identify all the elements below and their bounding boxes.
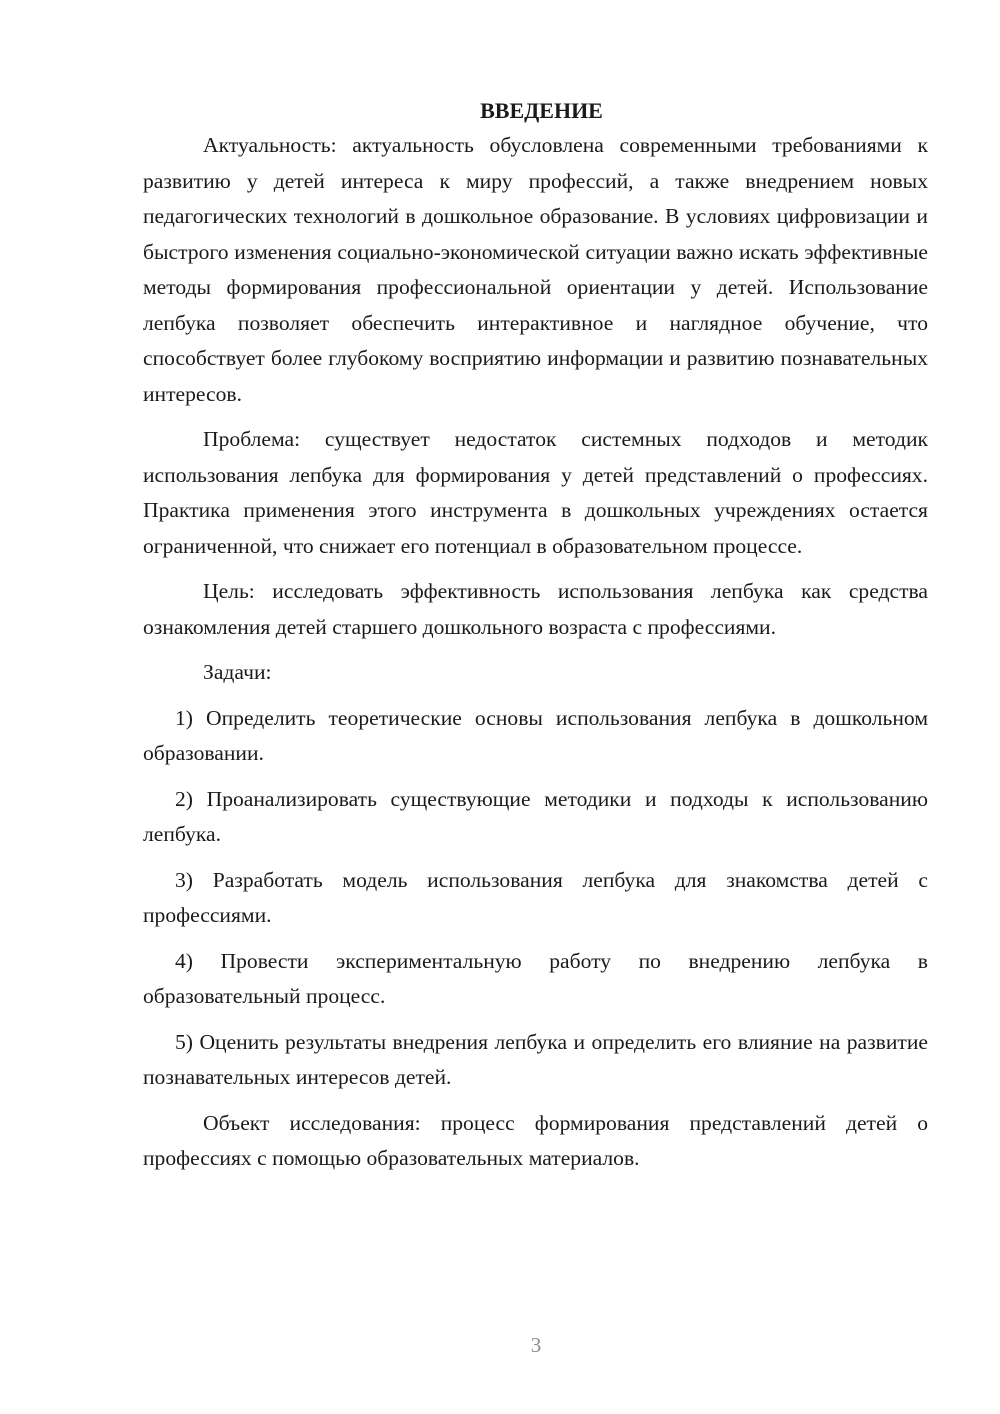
task-item-4: 4) Провести экспериментальную работу по внедрению лепбука в образовательный процесс. bbox=[143, 948, 928, 1008]
document-page bbox=[143, 94, 928, 1177]
section-heading: ВВЕДЕНИЕ bbox=[480, 98, 603, 123]
relevance-paragraph: Актуальность: актуальность обусловлена современными требованиями к развитию у детей интереса к миру профессий, а также внедрением новых педагогических технологий в дошкольное образование. В условиях цифровизации и быстрого изменения социально-экономической ситуации важно искать эффективные методы формирования профессиональной ориентации у детей. Использование лепбука позволяет обеспечить интерактивное и наглядное обучение, что способствует более глубокому восприятию информации и развитию познавательных интересов. bbox=[143, 133, 928, 406]
task-item-1: 1) Определить теоретические основы использования лепбука в дошкольном образовании. bbox=[143, 705, 928, 765]
task-item-2: 2) Проанализировать существующие методики и подходы к использованию лепбука. bbox=[143, 786, 928, 846]
object-paragraph: Объект исследования: процесс формирования представлений детей о профессиях с помощью образовательных материалов. bbox=[143, 1110, 928, 1170]
page-number: 3 bbox=[530, 1333, 542, 1357]
tasks-label: Задачи: bbox=[203, 660, 272, 684]
task-item-3: 3) Разработать модель использования лепбука для знакомства детей с профессиями. bbox=[143, 867, 928, 927]
problem-paragraph: Проблема: существует недостаток системных подходов и методик использования лепбука для формирования у детей представлений о профессиях. Практика применения этого инструмента в дошкольных учреждениях остается ограниченной, что снижает его потенциал в образовательном процессе. bbox=[143, 427, 928, 558]
goal-paragraph: Цель: исследовать эффективность использования лепбука как средства ознакомления детей старшего дошкольного возраста с профессиями. bbox=[143, 579, 928, 639]
task-item-5: 5) Оценить результаты внедрения лепбука и определить его влияние на развитие познавательных интересов детей. bbox=[143, 1029, 928, 1089]
